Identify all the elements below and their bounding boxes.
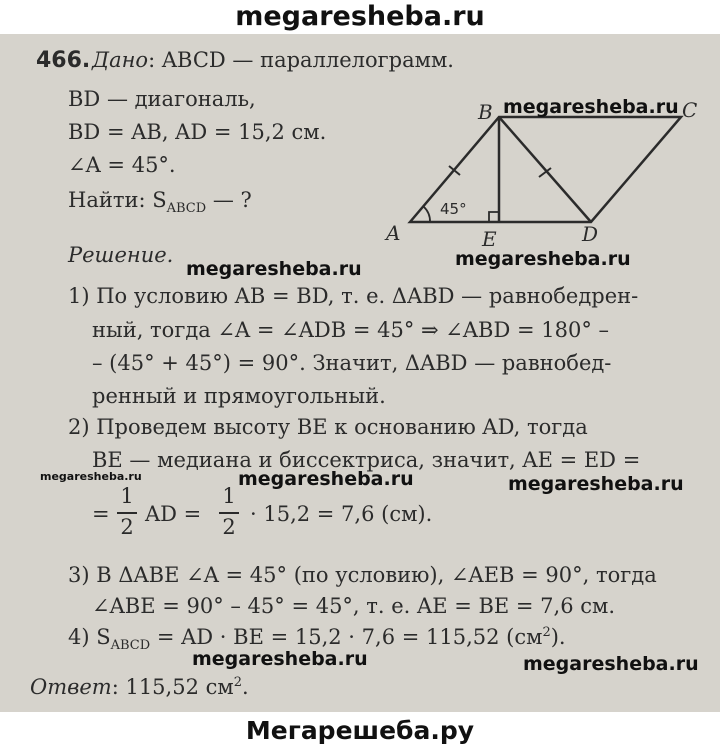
frac2-den: 2 (222, 515, 236, 539)
frac1-line (117, 512, 137, 514)
watermark: megaresheba.ru (523, 653, 699, 675)
angle-arc-a (424, 207, 430, 222)
step4-tail: = AD · BE = 15,2 · 7,6 = 115,52 (см (150, 625, 543, 649)
step2-tail: · 15,2 = 7,6 (см). (250, 502, 433, 526)
step1-line4: ренный и прямоугольный. (92, 384, 386, 408)
label-d: D (582, 222, 599, 246)
watermark: megaresheba.ru (186, 258, 362, 280)
given-line-1 (92, 48, 454, 72)
answer-value: : 115,52 см (111, 675, 234, 699)
find-label: Найти: S (68, 188, 167, 212)
step4-sup: 2 (542, 625, 551, 640)
step1-line2: ный, тогда ∠A = ∠ADB = 45° ⇒ ∠ABD = 180° – (92, 318, 610, 342)
step4-sub: ABCD (110, 638, 151, 654)
step4-end: ). (550, 625, 566, 649)
find-line (68, 188, 252, 216)
site-header: megaresheba.ru (0, 0, 720, 34)
find-sub: ABCD (166, 201, 207, 217)
label-c: C (682, 98, 698, 122)
given-label: Дано (92, 48, 149, 72)
problem-number: 466. (36, 48, 91, 73)
find-tail: — ? (206, 188, 252, 212)
answer-sup: 2 (233, 675, 242, 690)
label-a: A (386, 221, 401, 245)
watermark: megaresheba.ru (192, 648, 368, 670)
label-b: B (478, 100, 493, 124)
right-angle-mark (489, 212, 499, 222)
step2-line1: 2) Проведем высоту BE к основанию AD, тогда (68, 415, 588, 439)
watermark: megaresheba.ru (503, 96, 679, 118)
watermark: megaresheba.ru (455, 248, 631, 270)
given-line-2: BD — диагональ, (68, 87, 256, 111)
given-line-3: BD = AB, AD = 15,2 см. (68, 120, 327, 144)
answer-label: Ответ (30, 675, 112, 699)
watermark: megaresheba.ru (238, 468, 414, 490)
diagonal-bd (499, 117, 591, 222)
angle-label: 45° (440, 200, 467, 218)
step4-pre: 4) S (68, 625, 111, 649)
parallelogram-figure (380, 95, 710, 255)
step1-line3: – (45° + 45°) = 90°. Значит, ΔABD — равнобед- (92, 351, 612, 375)
watermark: megaresheba.ru (40, 470, 142, 483)
step3-line1: 3) В ΔABE ∠A = 45° (по условию), ∠AEB = 90°, тогда (68, 563, 657, 587)
frac2-num: 1 (222, 484, 236, 508)
frac1-den: 2 (120, 515, 134, 539)
frac2-line (219, 512, 239, 514)
given-line-4: ∠A = 45°. (68, 153, 176, 177)
step1-line1: 1) По условию AB = BD, т. е. ΔABD — равнобедрен- (68, 284, 639, 308)
step3-line2: ∠ABE = 90° – 45° = 45°, т. е. AE = BE = 7,6 см. (92, 594, 616, 618)
answer-end: . (242, 675, 249, 699)
step2-eq: = (92, 502, 110, 526)
given-text-1: : ABCD — параллелограмм. (148, 48, 454, 72)
solution-title: Решение. (68, 243, 174, 267)
step2-ad: AD = (145, 502, 202, 526)
frac1-num: 1 (120, 484, 134, 508)
watermark: megaresheba.ru (508, 473, 684, 495)
step2-line2: BE — медиана и биссектриса, значит, AE = ED = (92, 448, 641, 472)
label-e: E (482, 227, 497, 251)
answer-line (30, 675, 249, 699)
site-footer: Мегарешеба.ру (0, 712, 720, 747)
